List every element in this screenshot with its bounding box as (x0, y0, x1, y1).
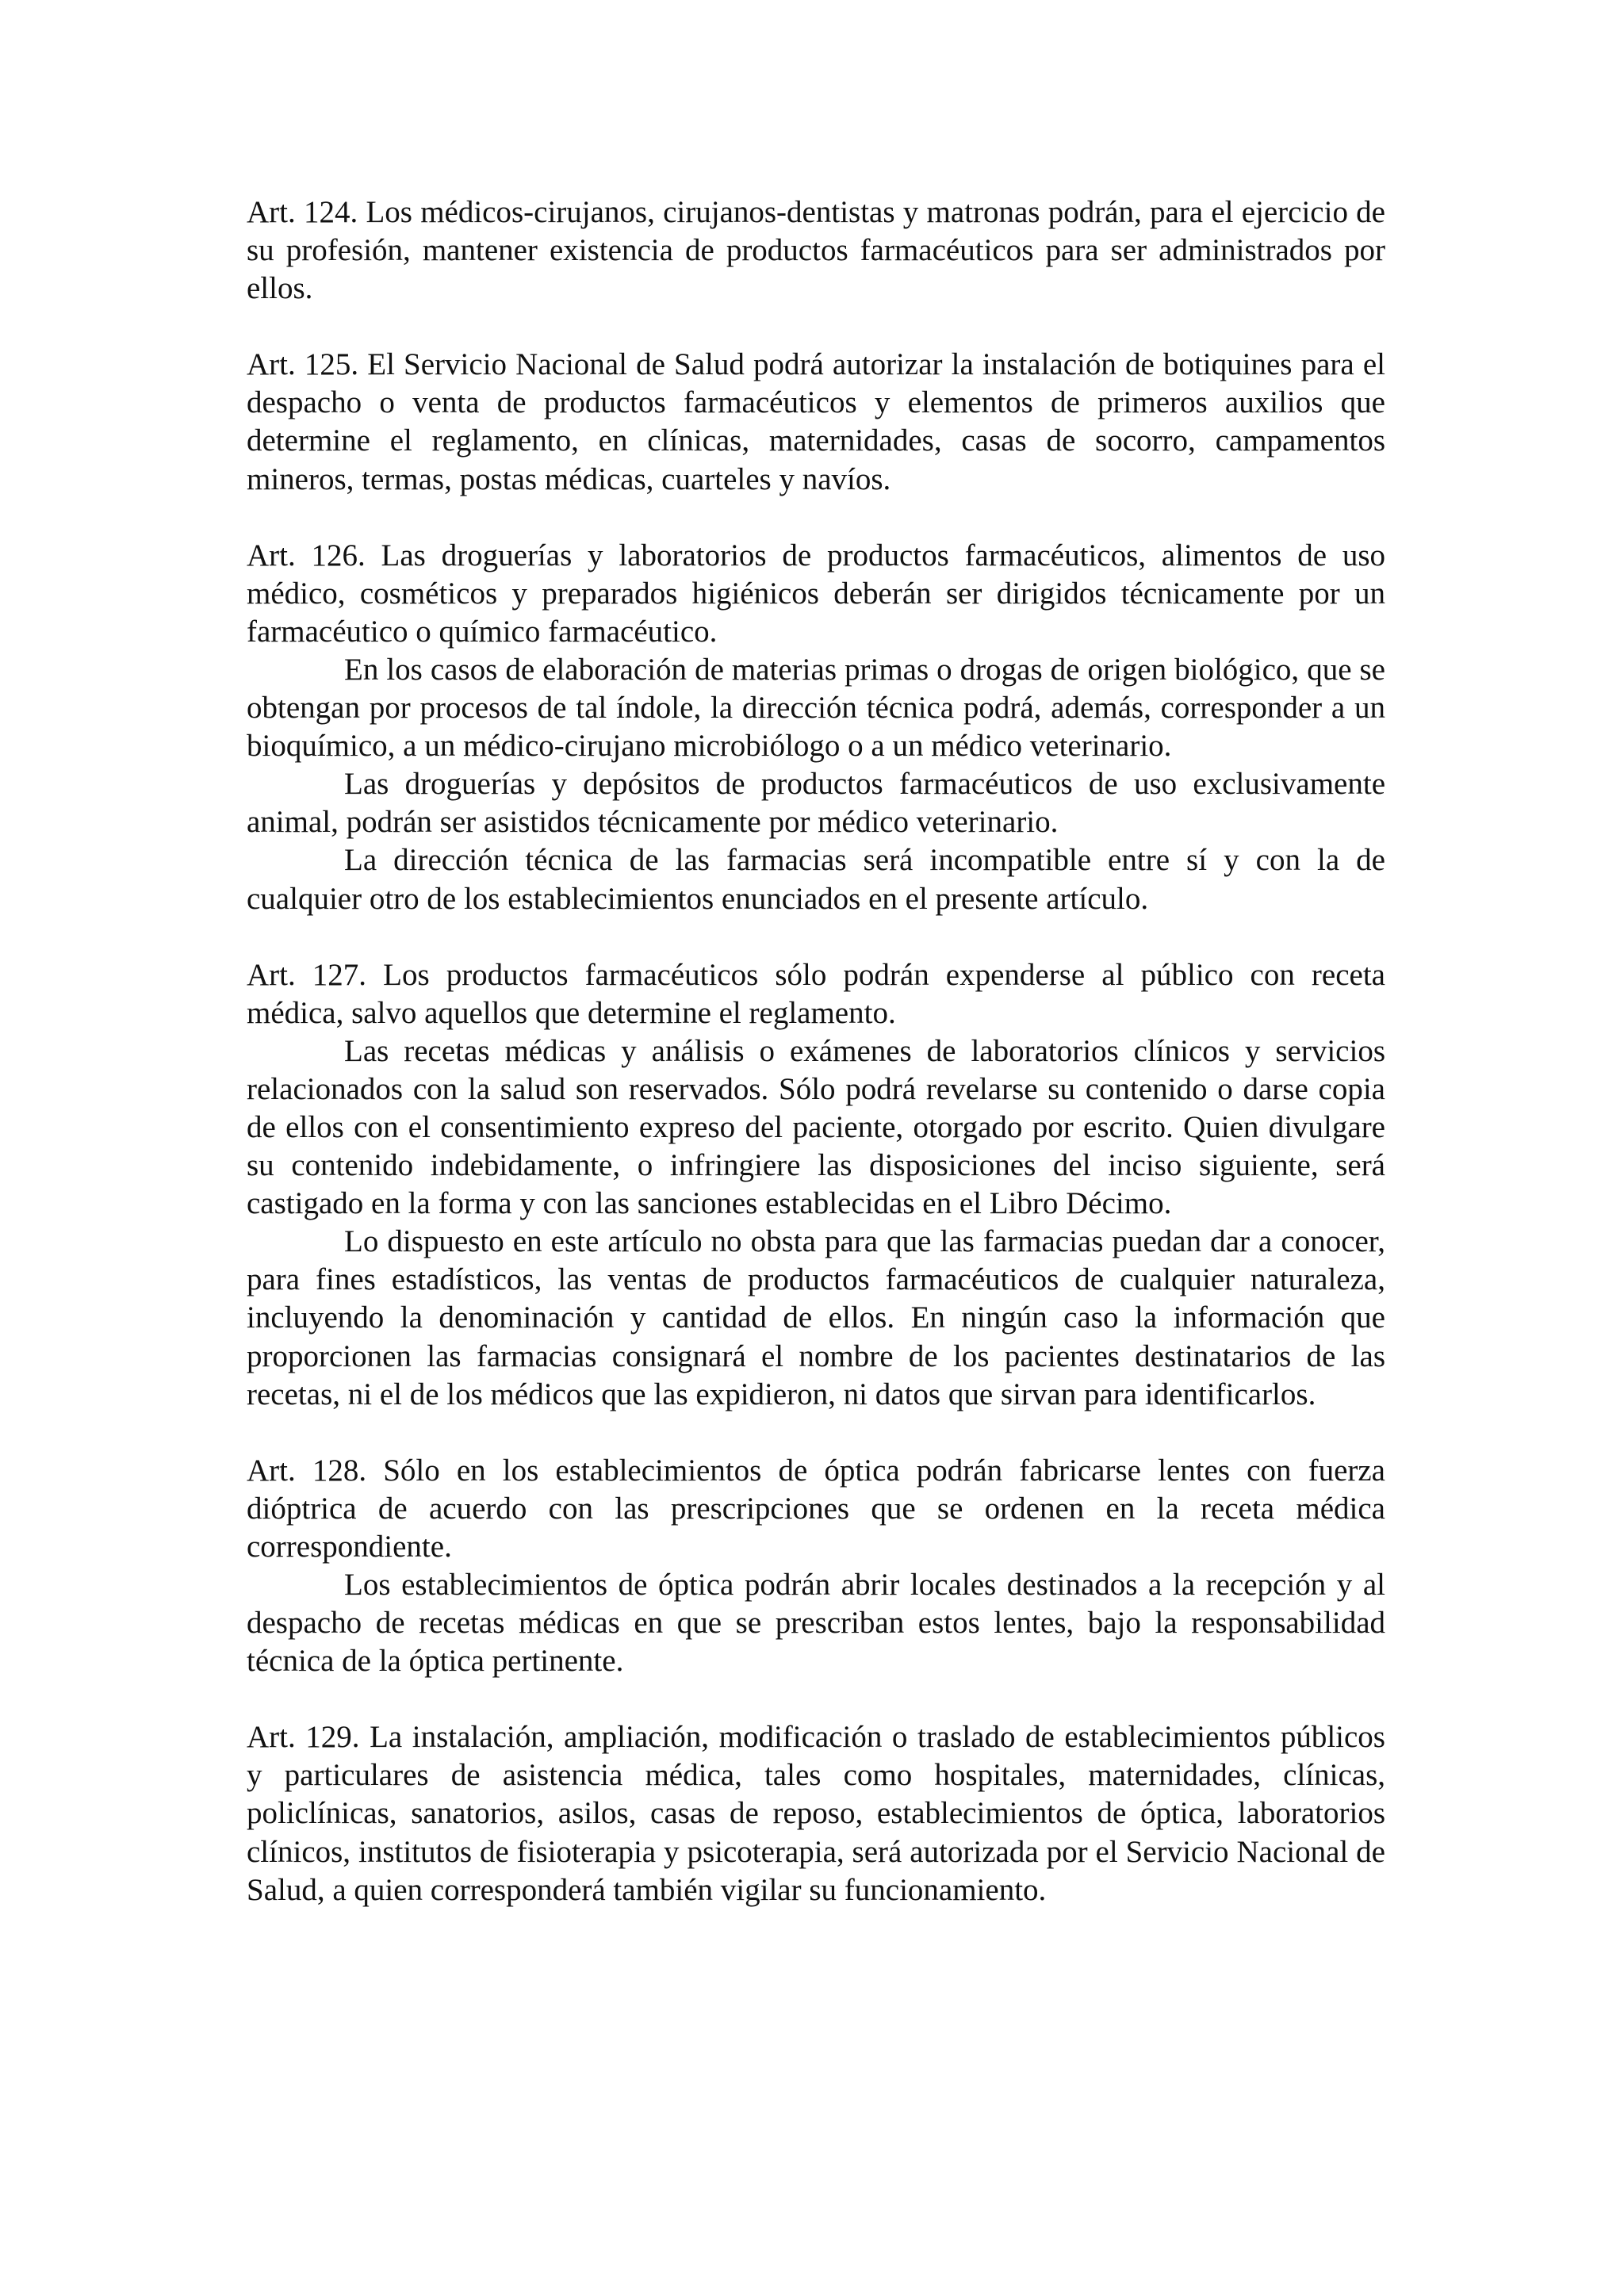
article-paragraph: Lo dispuesto en este artículo no obsta para que las farmacias puedan dar a conocer, para fines estadísticos, las ventas de productos farmacéuticos de cualquier naturaleza, incluyendo la denominación y cantidad de ellos. En ningún caso la información que proporcionen las farmacias consignará el nombre de los pacientes destinatarios de las recetas, ni el de los médicos que las expidieron, ni datos que sirvan para identificarlos. (247, 1224, 1385, 1411)
article-paragraph: Art. 129. La instalación, ampliación, modificación o traslado de establecimientos públicos y particulares de asistencia médica, tales como hospitales, maternidades, clínicas, policlínicas, sanatorios, asilos, casas de reposo, establecimientos de óptica, laboratorios clínicos, institutos de fisioterapia y psicoterapia, será autorizada por el Servicio Nacional de Salud, a quien corresponderá también vigilar su funcionamiento. (247, 1720, 1385, 1907)
article-124 (247, 193, 1385, 308)
article-paragraph: Art. 126. Las droguerías y laboratorios de productos farmacéuticos, alimentos de uso médico, cosméticos y preparados higiénicos deberán ser dirigidos técnicamente por un farmacéutico o químico farmacéutico. (247, 538, 1385, 649)
article-125 (247, 346, 1385, 498)
article-paragraph: Los establecimientos de óptica podrán abrir locales destinados a la recepción y al despacho de recetas médicas en que se prescriban estos lentes, bajo la responsabilidad técnica de la óptica pertinente. (247, 1568, 1385, 1679)
article-127 (247, 956, 1385, 1414)
article-paragraph: Art. 125. El Servicio Nacional de Salud podrá autorizar la instalación de botiquines para el despacho o venta de productos farmacéuticos y elementos de primeros auxilios que determine el reglamento, en clínicas, maternidades, casas de socorro, campamentos mineros, termas, postas médicas, cuarteles y navíos. (247, 347, 1385, 496)
article-126 (247, 537, 1385, 918)
document-body (247, 193, 1385, 1947)
article-paragraph: En los casos de elaboración de materias primas o drogas de origen biológico, que se obtengan por procesos de tal índole, la dirección técnica podrá, además, corresponder a un bioquímico, a un médico-cirujano microbiólogo o a un médico veterinario. (247, 652, 1385, 764)
article-paragraph: Art. 128. Sólo en los establecimientos de óptica podrán fabricarse lentes con fuerza dióptrica de acuerdo con las prescripciones que se ordenen en la receta médica correspondiente. (247, 1453, 1385, 1564)
article-paragraph: Art. 124. Los médicos-cirujanos, cirujanos-dentistas y matronas podrán, para el ejercicio de su profesión, mantener existencia de productos farmacéuticos para ser administrados por ellos. (247, 195, 1385, 306)
article-paragraph: La dirección técnica de las farmacias será incompatible entre sí y con la de cualquier otro de los establecimientos enunciados en el presente artículo. (247, 843, 1385, 916)
article-paragraph: Las droguerías y depósitos de productos farmacéuticos de uso exclusivamente animal, podrán ser asistidos técnicamente por médico veterinario. (247, 767, 1385, 840)
article-paragraph: Las recetas médicas y análisis o exámenes de laboratorios clínicos y servicios relacionados con la salud son reservados. Sólo podrá revelarse su contenido o darse copia de ellos con el consentimiento expreso del paciente, otorgado por escrito. Quien divulgare su contenido indebidamente, o infringiere las disposiciones del inciso siguiente, será castigado en la forma y con las sanciones establecidas en el Libro Décimo. (247, 1033, 1385, 1221)
article-128 (247, 1452, 1385, 1681)
article-129 (247, 1718, 1385, 1909)
article-paragraph: Art. 127. Los productos farmacéuticos sólo podrán expenderse al público con receta médica, salvo aquellos que determine el reglamento. (247, 957, 1385, 1030)
